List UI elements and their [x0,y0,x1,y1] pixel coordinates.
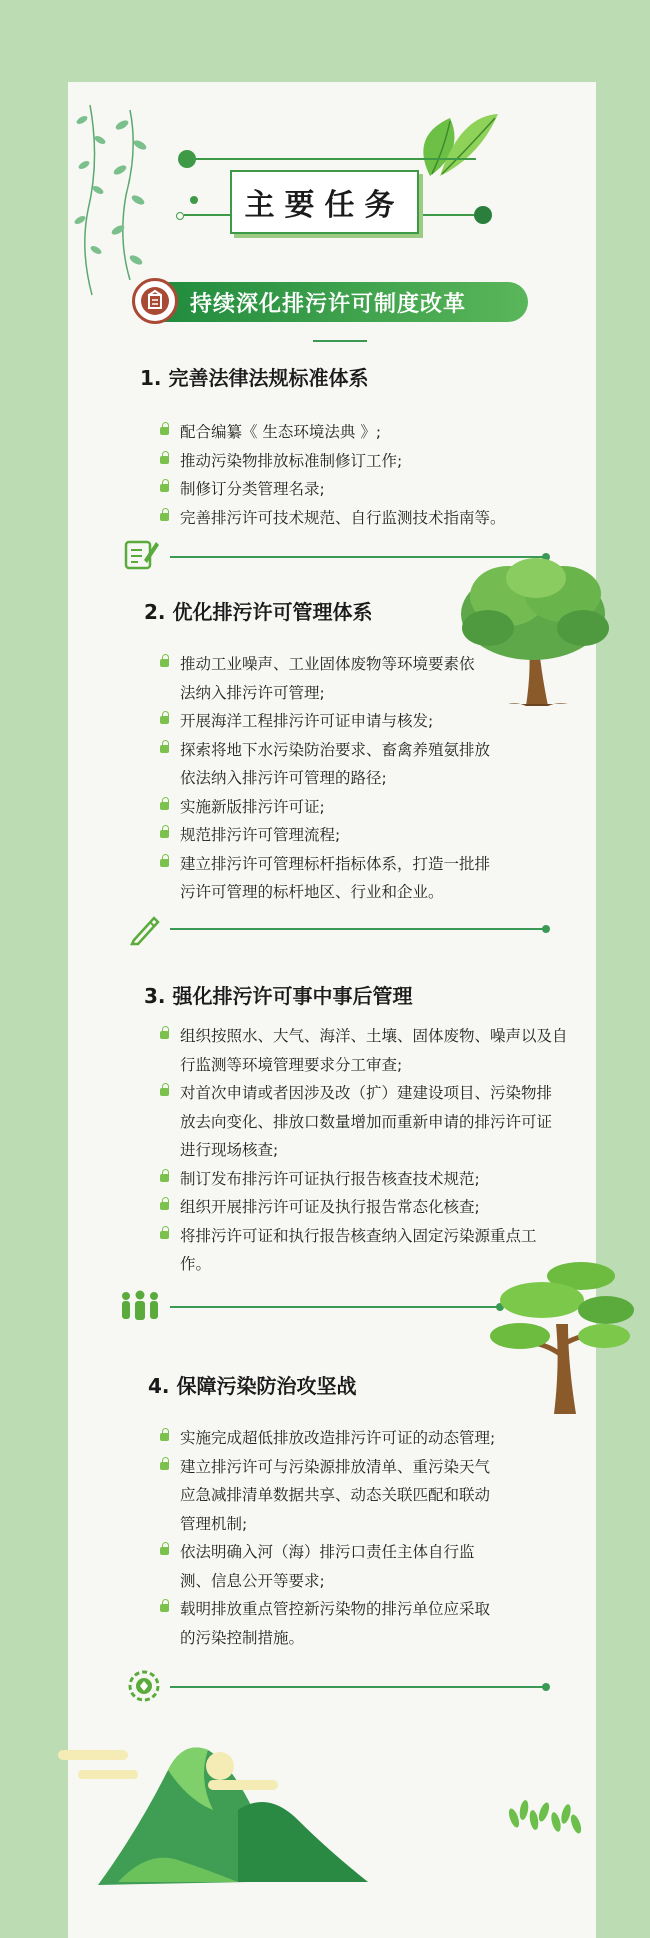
list-item: 推动工业噪声、工业固体废物等环境要素依法纳入排污许可管理; [158,650,480,707]
section-heading-4: 4. 保障污染防治攻坚战 [148,1374,357,1398]
section-heading-3: 3. 强化排污许可事中事后管理 [144,984,413,1008]
title-dot [474,206,492,224]
document-icon [132,278,178,324]
list-item: 推动污染物排放标准制修订工作; [158,447,548,476]
list-item: 对首次申请或者因涉及改（扩）建建设项目、污染物排放去向变化、排放口数量增加而重新申请的排污许可证进行现场核查; [158,1079,560,1165]
grass-icon [494,1790,594,1850]
document-icon-glyph [140,286,170,316]
vine-icon [60,100,150,300]
list-item: 组织按照水、大气、海洋、土壤、固体废物、噪声以及自行监测等环境管理要求分工审查; [158,1022,570,1079]
recycle-icon [126,1668,162,1704]
content-card [68,82,596,1938]
list-item: 将排污许可证和执行报告核查纳入固定污染源重点工作。 [158,1222,550,1279]
section-list-1 [158,418,548,532]
section-divider [170,1686,546,1688]
section-heading-2: 2. 优化排污许可管理体系 [144,600,373,624]
tree-icon [486,1254,636,1414]
section-divider [170,928,546,930]
section-divider [170,1306,500,1308]
list-item: 制修订分类管理名录; [158,475,548,504]
list-item: 载明排放重点管控新污染物的排污单位应采取的污染控制措施。 [158,1595,490,1652]
list-item: 依法明确入河（海）排污口责任主体自行监测、信息公开等要求; [158,1538,490,1595]
section-heading-1: 1. 完善法律法规标准体系 [140,366,369,390]
title-dot [178,150,196,168]
title-dot-small [176,212,184,220]
short-divider [313,340,367,342]
list-item: 建立排污许可管理标杆指标体系，打造一批排污许可管理的标杆地区、行业和企业。 [158,850,490,907]
title-box [230,170,419,234]
list-item: 规范排污许可管理流程; [158,821,558,850]
list-item: 组织开展排污许可证及执行报告常态化核查; [158,1193,558,1222]
list-item: 配合编纂《 生态环境法典 》; [158,418,548,447]
section-list-2 [158,650,558,907]
list-item: 实施完成超低排放改造排污许可证的动态管理; [158,1424,558,1453]
notepad-icon [124,538,160,572]
list-item: 制订发布排污许可证执行报告核查技术规范; [158,1165,558,1194]
list-item: 完善排污许可技术规范、自行监测技术指南等。 [158,504,548,533]
leaf-icon [410,106,500,186]
pencil-icon [128,912,162,946]
list-item: 实施新版排污许可证; [158,793,558,822]
section-list-4 [158,1424,558,1652]
section-banner [150,282,528,322]
list-item: 建立排污许可与污染源排放清单、重污染天气应急减排清单数据共享、动态关联匹配和联动管理机制; [158,1453,490,1539]
people-icon [120,1290,160,1320]
list-item: 开展海洋工程排污许可证申请与核发; [158,707,558,736]
banner-title: 持续深化排污许可制度改革 [190,291,467,317]
mountain-icon [58,1710,378,1890]
title-line-top [186,158,476,160]
list-item: 探索将地下水污染防治要求、畜禽养殖氨排放依法纳入排污许可管理的路径; [158,736,490,793]
page-title: 主要任务 [244,188,405,223]
title-dot-small [190,196,198,204]
section-list-3 [158,1022,568,1279]
